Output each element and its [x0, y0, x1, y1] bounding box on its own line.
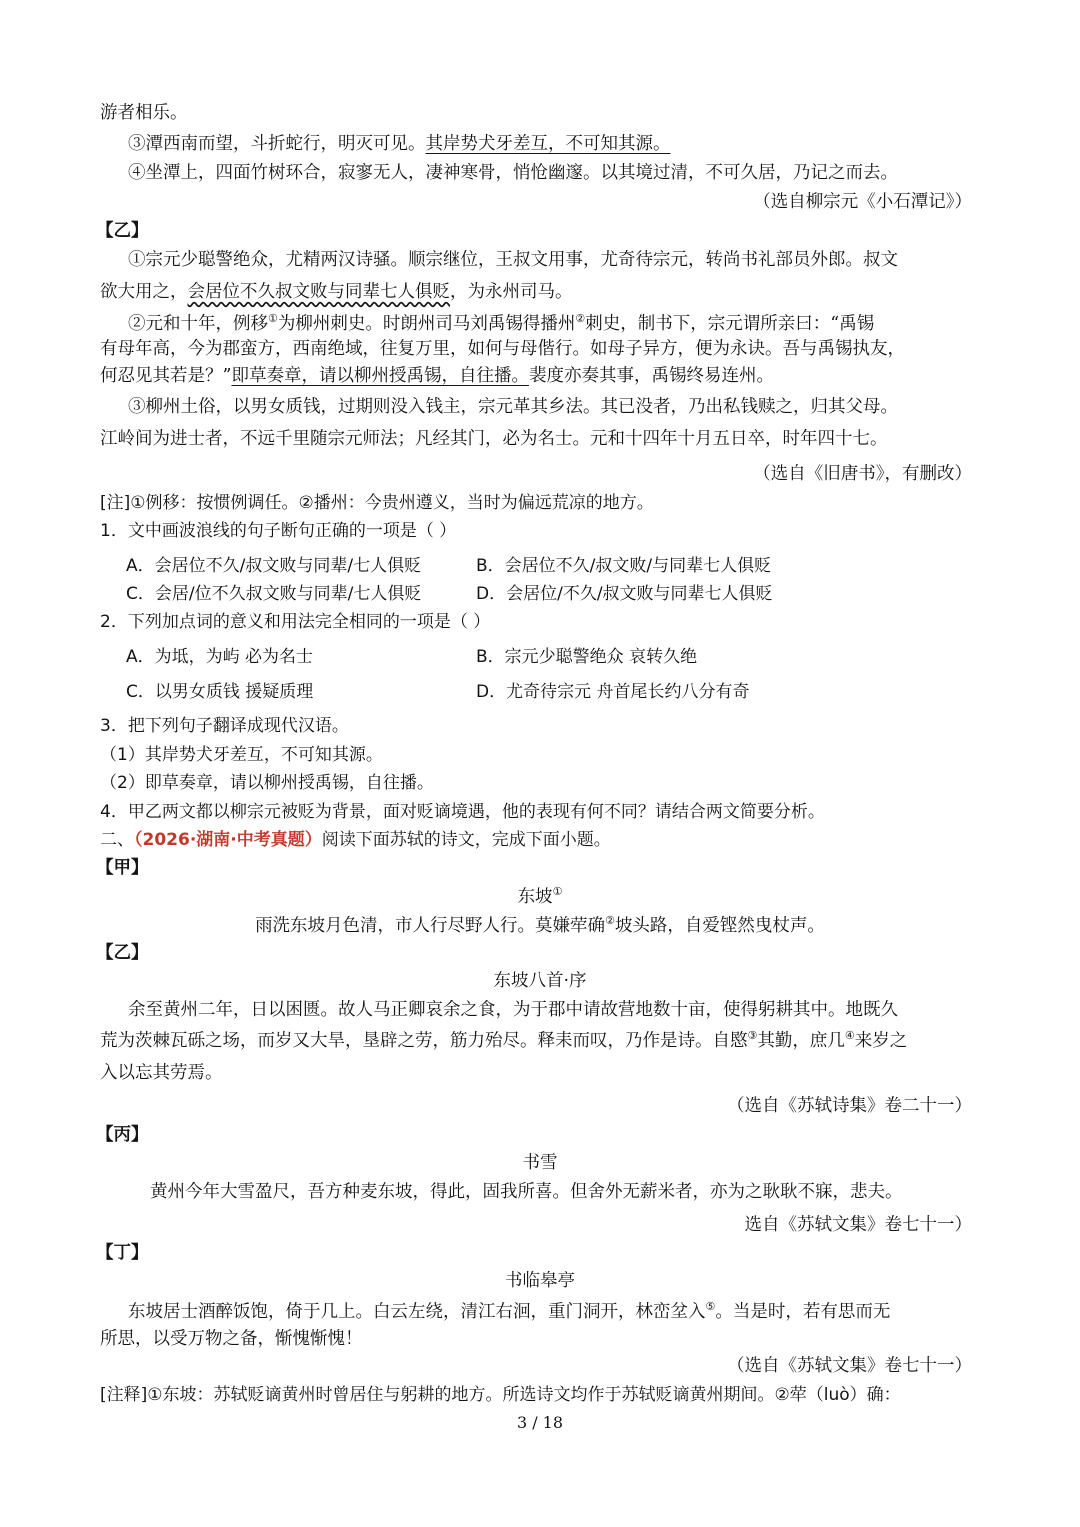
yi1-p3-line1: ③柳州土俗，以男女质钱，过期则没入钱主，宗元革其乡法。其已没者，乃出私钱赎之，归其父母。: [128, 397, 898, 417]
jia1-p2-tail: 游者相乐。: [100, 103, 188, 123]
yi2-source: （选自《苏轼诗集》卷二十一）: [727, 1096, 972, 1116]
poem-title: 东坡①: [517, 885, 563, 907]
yi2-title: 东坡八首·序: [493, 971, 587, 991]
note-1: [注]①例移：按惯例调任。②播州：今贵州遵义，当时为偏远荒凉的地方。: [100, 493, 654, 513]
section-label-yi: 【乙】: [96, 221, 149, 241]
q2-option-d: D．尤奇待宗元 舟首尾长约八分有奇: [476, 682, 750, 702]
note-2: [注释]①东坡：苏轼贬谪黄州时曾居住与躬耕的地方。所选诗文均作于苏轼贬谪黄州期间。②荦（luò）确：: [100, 1385, 901, 1405]
section-label-yi-2: 【乙】: [96, 943, 149, 963]
exam-source-tag: （2026·湖南·中考真题）: [134, 830, 322, 850]
ding-line2: 所思，以受万物之备，惭愧惭愧！: [100, 1329, 363, 1349]
q2-option-c: C．以男女质钱 援疑质理: [126, 682, 314, 702]
yi1-source: （选自《旧唐书》，有删改）: [753, 464, 972, 484]
question-2-stem: 2．下列加点词的意义和用法完全相同的一项是（ ）: [100, 612, 491, 632]
ding-source: （选自《苏轼文集》卷七十一）: [727, 1356, 972, 1376]
yi1-p2-line2: 有母年高，今为郡蛮方，西南绝域，往复万里，如何与母偕行。如母子异方，便为永诀。吾与禹锡执友，: [100, 339, 905, 359]
question-1-stem: 1．文中画波浪线的句子断句正确的一项是（ ）: [100, 521, 457, 541]
yi1-p3-line2: 江岭间为进士者，不远千里随宗元师法；凡经其门，必为名士。元和十四年十月五日卒，时年四十七。: [100, 429, 888, 449]
q2-option-b: B．宗元少聪警绝众 哀转久绝: [476, 647, 698, 667]
q2-option-a: A．为坻，为屿 必为名士: [126, 647, 314, 667]
q1-option-b: B．会居位不久/叔文败/与同辈七人俱贬: [476, 556, 772, 576]
bing-text: 黄州今年大雪盈尺，吾方种麦东坡，得此，固我所喜。但舍外无薪米者，亦为之耿耿不寐，悲夫。: [150, 1182, 903, 1202]
q1-option-c: C．会居/位不久叔文败与同辈/七人俱贬: [126, 584, 422, 604]
yi2-line2: 荒为茨棘瓦砾之场，而岁又大旱，垦辟之劳，筋力殆尽。释耒而叹，乃作是诗。自愍③其勤，庶几④来岁之: [100, 1029, 908, 1051]
section-2-heading: 二、（2026·湖南·中考真题）阅读下面苏轼的诗文，完成下面小题。: [100, 830, 611, 850]
yi1-p1-line1: ①宗元少聪警绝众，尤精两汉诗骚。顺宗继位，王叔文用事，尤奇待宗元，转尚书礼部员外郎。叔文: [128, 250, 898, 270]
page-number: 3 / 18: [516, 1413, 564, 1432]
wavy-underlined-sentence: 会居位不久叔文败与同辈七人俱贬: [187, 282, 450, 302]
jia1-p3-underlined: 其岸势犬牙差互，不可知其源。: [425, 134, 671, 154]
jia1-p3: ③潭西南而望，斗折蛇行，明灭可见。其岸势犬牙差互，不可知其源。: [128, 134, 671, 154]
jia1-source: （选自柳宗元《小石潭记》）: [753, 192, 972, 212]
section-label-ding: 【丁】: [96, 1243, 149, 1263]
question-3-stem: 3．把下列句子翻译成现代汉语。: [100, 716, 349, 736]
yi1-p2-underlined: 即草奏章，请以柳州授禹锡，自往播。: [231, 366, 529, 386]
bing-source: 选自《苏轼文集》卷七十一）: [744, 1215, 972, 1235]
poem-text: 雨洗东坡月色清，市人行尽野人行。莫嫌荦确②坡头路，自爱铿然曳杖声。: [255, 914, 825, 936]
q3-sentence-1: （1）其岸势犬牙差互，不可知其源。: [100, 745, 383, 765]
q1-option-a: A．会居位不久/叔文败与同辈/七人俱贬: [126, 556, 422, 576]
yi1-p2-line3: 何忍见其若是？”即草奏章，请以柳州授禹锡，自往播。裴度亦奏其事，禹锡终易连州。: [100, 366, 774, 386]
q1-option-d: D．会居位/不久/叔文败与同辈七人俱贬: [476, 584, 773, 604]
yi2-line3: 入以忘其劳焉。: [100, 1063, 223, 1083]
yi1-p2-line1: ②元和十年，例移①为柳州刺史。时朗州司马刘禹锡得播州②刺史，制书下，宗元谓所亲曰：“禹锡: [128, 312, 875, 334]
ding-line1: 东坡居士酒醉饭饱，倚于几上。白云左绕，清江右洄，重门洞开，林峦坌入⑤。当是时，若有思而无: [128, 1300, 891, 1322]
yi1-p1-line2: 欲大用之，会居位不久叔文败与同辈七人俱贬，为永州司马。: [100, 282, 573, 302]
q3-sentence-2: （2）即草奏章，请以柳州授禹锡，自往播。: [100, 773, 434, 793]
question-4: 4．甲乙两文都以柳宗元被贬为背景，面对贬谪境遇，他的表现有何不同？请结合两文简要分析。: [100, 802, 825, 822]
section-label-jia: 【甲】: [96, 858, 149, 878]
yi2-line1: 余至黄州二年，日以困匮。故人马正卿哀余之食，为于郡中请故营地数十亩，使得躬耕其中。地既久: [128, 1000, 898, 1020]
bing-title: 书雪: [522, 1153, 558, 1173]
jia1-p4: ④坐潭上，四面竹树环合，寂寥无人，凄神寒骨，悄怆幽邃。以其境过清，不可久居，乃记之而去。: [128, 163, 898, 183]
section-label-bing: 【丙】: [96, 1125, 149, 1145]
ding-title: 书临皋亭: [505, 1271, 575, 1291]
